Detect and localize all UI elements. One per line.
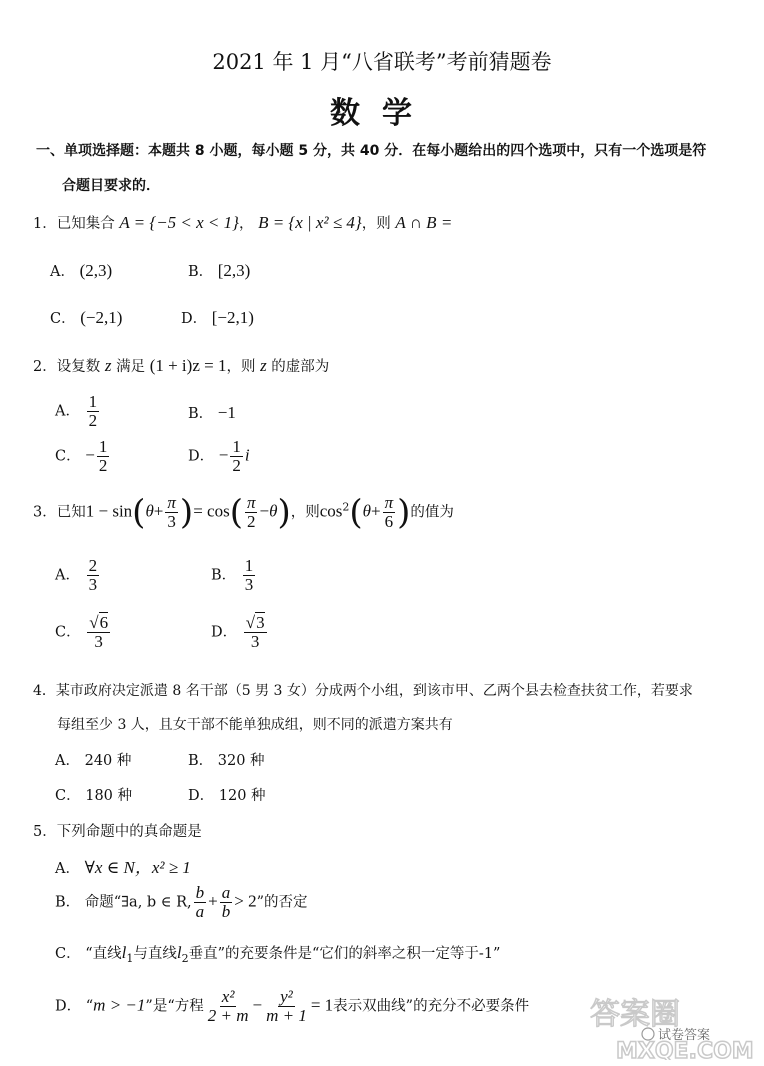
subscript: 2 [181,951,189,965]
denominator: m + 1 [266,1005,307,1025]
fraction [264,988,309,1025]
question-text: 已知集合 [56,216,115,232]
numerator: π [167,493,176,512]
radicand: 3 [256,613,265,632]
fraction [230,438,243,475]
question-text: ，则 [290,504,320,521]
denominator: 2 [88,410,98,430]
option-label: A． [55,567,80,584]
fraction [194,884,207,921]
fraction [383,494,396,531]
question-number: 5． [33,824,57,840]
numerator: √6 [89,613,109,632]
question-text: 满足 [116,359,146,375]
fraction [206,988,251,1025]
denominator: a [195,901,205,921]
q3-option-b[interactable] [211,557,257,594]
q2-option-c[interactable] [55,438,111,475]
option-label: A． [55,753,80,769]
option-label: D． [188,788,215,804]
question-3: 3．已知1 − sin(θ+ $\frac{\pi}{3}$ )= cos( $\frac{\pi}{2}$ −θ)，则$\cos^2(\theta+$ $\frac{\pi}{6}$ )的值为 [33,492,454,533]
fraction [244,614,267,651]
fraction [243,557,256,594]
fraction [220,884,233,921]
denominator: 2 [98,455,108,475]
fraction [87,614,110,651]
option-label: B． [211,567,237,584]
option-label: A． [55,861,80,877]
option-expression: ∀x ∈ N，x² ≥ 1 [84,858,191,877]
option-label: B． [188,264,214,280]
option-value: 120 种 [218,788,266,804]
numerator: 1 [98,437,108,456]
q4-option-d[interactable] [188,784,266,805]
denominator: 3 [167,511,176,531]
q5-option-d[interactable]: D． “m > −1”是“方程 $\frac{\text{x²}}{2 + m}$ − $\frac{\text{y²}}{m + 1}$ = 1表示双曲线”的充分不必要条件 [55,987,530,1025]
option-label: D． [211,624,238,641]
option-value: (−2,1) [80,308,123,327]
set-b: B = {x | x² ≤ 4} [258,213,362,232]
subject-title: 数学 [330,96,434,131]
fraction [245,494,258,531]
inequality: > 2 [234,891,257,911]
watermark-account: 试卷答案 [658,1028,711,1043]
option-label: D． [188,448,215,465]
option-text: ”的否定 [256,894,308,911]
option-label: B． [188,753,214,769]
page-title: 2021 年 1 月“八省联考”考前猜题卷 [212,50,552,74]
q2-option-a[interactable] [55,393,101,430]
plus-sign: + [371,501,381,521]
line-l1: l [121,943,127,962]
numerator: 1 [244,556,254,575]
q3-option-d[interactable] [211,614,269,651]
denominator: 2 [232,455,241,475]
q1-option-c[interactable] [50,307,122,328]
option-value: 240 种 [84,753,132,769]
option-label: A． [55,403,80,420]
question-2 [33,355,329,376]
denominator: 3 [244,574,254,594]
option-label: C． [55,624,81,641]
condition: m > −1 [93,995,146,1015]
q4-option-b[interactable] [188,749,265,770]
watermark-logo [586,994,756,1060]
variable-z: z [260,356,267,375]
q1-option-b[interactable] [188,260,250,281]
line-l2: l [176,943,182,962]
question-number: 3． [33,504,57,521]
theta: θ [145,501,154,521]
question-4-line1 [33,680,693,700]
question-text: 的虚部为 [271,359,330,375]
option-label: C． [55,946,81,962]
option-label: C． [55,448,81,465]
option-text: “ [85,998,94,1015]
minus-sign: − [259,501,270,521]
q5-option-c[interactable] [55,942,500,965]
denominator: 6 [384,511,394,531]
option-text: “直线 [85,946,122,962]
option-value: 180 种 [85,788,133,804]
q4-option-c[interactable] [55,784,132,805]
cos: cos [319,501,343,521]
numerator: π [384,493,394,512]
fraction [87,557,100,594]
option-text: 垂直”的充要条件是“它们的斜率之积一定等于-1” [188,946,501,962]
separator: ， [238,216,254,232]
subscript: 1 [126,951,134,965]
numerator: √3 [245,613,265,632]
imaginary-unit: i [244,445,250,465]
watermark-site: MXQE.COM [616,1039,754,1060]
option-text: 与直线 [133,946,177,962]
option-label: C． [55,788,81,804]
question-text: 的值为 [410,504,454,521]
numerator: a [221,883,231,902]
numerator: 2 [88,556,98,575]
question-5 [33,820,202,841]
question-text: 某市政府决定派遣 8 名干部（5 男 3 女）分成两个小组，到该市甲、乙两个县去检查扶贫工作，若要求 [55,683,693,699]
question-number: 1． [33,216,57,232]
denominator: 2 + m [207,1005,249,1025]
option-label: D． [181,311,208,327]
watermark-graphic [586,994,756,1060]
denominator: 3 [88,574,98,594]
numerator: y² [280,987,293,1006]
option-value: −1 [217,403,236,422]
question-4-line2: 每组至少 3 人，且女干部不能单独成组，则不同的派遣方案共有 [57,717,453,733]
question-text: 已知 [56,504,86,521]
q5-option-a[interactable] [55,853,191,878]
question-text: ，则 [226,359,256,375]
question-text: 下列命题中的真命题是 [56,824,202,840]
question-number: 4． [33,683,56,699]
question-text: ，则 [361,216,391,232]
option-value: [−2,1) [211,308,254,327]
q5-option-b[interactable]: B． 命题“∃a, b ∈ R, $\frac{b}{a}$ + $\frac{a}{b}$ > 2”的否定 [55,883,308,921]
numerator: x² [221,987,235,1006]
option-label: A． [50,264,75,280]
equals-one: = 1 [310,995,334,1015]
radicand: 6 [99,613,109,632]
q3-option-a[interactable] [55,557,101,594]
intersection: A ∩ B = [395,213,453,232]
theta: θ [269,501,278,521]
fraction [87,393,100,430]
option-text: ”是“方程 [145,998,204,1015]
q1-option-d[interactable] [181,307,254,328]
denominator: b [221,901,231,921]
minus-sign: − [85,445,95,465]
denominator: 2 [246,511,256,531]
option-label: C． [50,311,76,327]
numerator: 1 [88,392,98,411]
section-heading-line1: 一、单项选择题：本题共 8 小题，每小题 5 分，共 40 分．在每小题给出的四个选项中，只有一个选项是符 [36,143,707,159]
numerator: 1 [232,437,241,456]
q1-option-a[interactable] [50,260,112,281]
watermark-brand: 答案圈 [590,997,680,1032]
section-heading-line2: 合题目要求的． [62,178,160,194]
minus-sign: − [218,445,229,465]
q3-option-c[interactable] [55,614,112,651]
option-text: 命题“∃a, b ∈ R, [84,894,192,911]
denominator: 3 [94,631,103,651]
set-a: A = {−5 < x < 1} [119,213,239,232]
lhs-expression: 1 − sin [85,501,133,521]
option-value: [2,3) [217,261,251,280]
denominator: 3 [250,631,260,651]
theta: θ [362,501,371,521]
option-label: D． [55,998,82,1015]
option-label: B． [55,894,81,911]
q2-option-b[interactable] [188,402,236,423]
q4-option-a[interactable] [55,749,131,770]
fraction [165,494,178,531]
question-number: 2． [33,359,57,375]
option-value: (2,3) [79,261,113,280]
question-1 [33,212,452,233]
question-text: 设复数 [56,359,101,375]
variable-z: z [104,356,112,375]
option-label: B． [188,406,214,422]
exponent: 2 [342,500,350,514]
option-text: 表示双曲线”的充分不必要条件 [333,998,530,1015]
plus-sign: + [153,501,164,521]
equals-cos: = cos [193,501,230,521]
numerator: π [246,493,256,512]
q2-option-d[interactable] [188,438,250,475]
option-value: 320 种 [217,753,265,769]
numerator: b [195,883,205,902]
equation: (1 + i)z = 1 [149,356,227,375]
fraction [97,438,110,475]
